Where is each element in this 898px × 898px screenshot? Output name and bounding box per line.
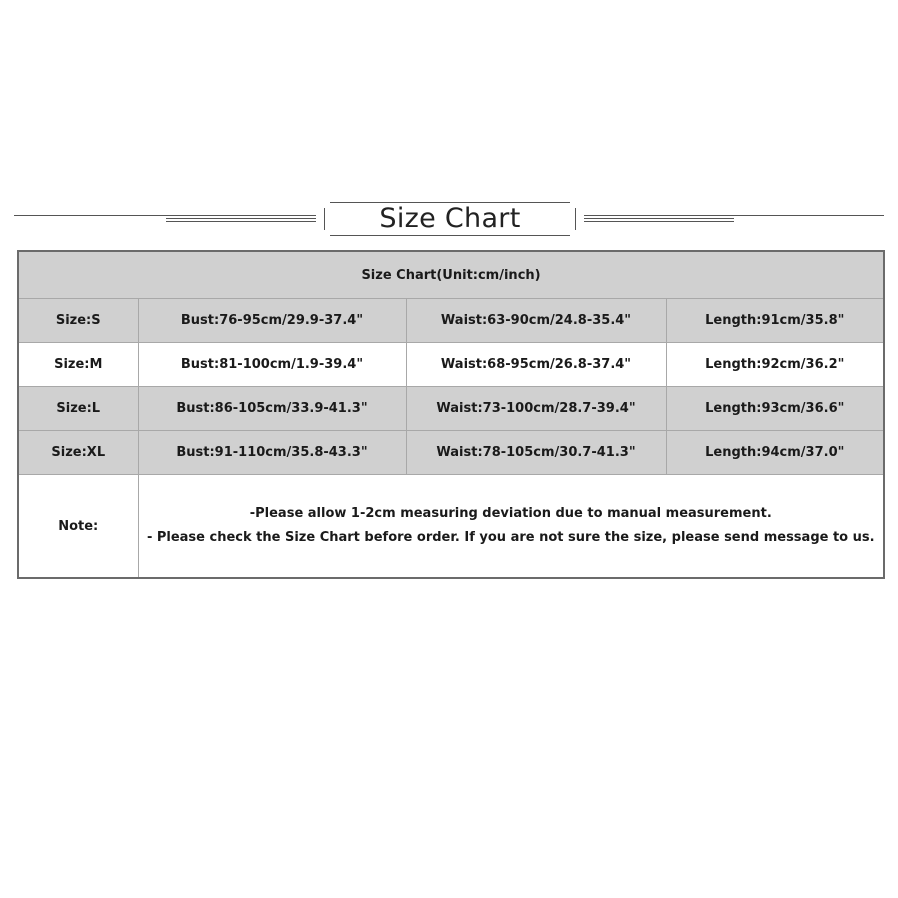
table-row <box>18 343 884 387</box>
size-cell: Size:XL <box>18 431 138 475</box>
length-cell: Length:91cm/35.8" <box>666 299 884 343</box>
note-content <box>138 475 884 579</box>
length-cell: Length:92cm/36.2" <box>666 343 884 387</box>
title-box-corner-top-left <box>324 202 330 208</box>
size-chart-header <box>0 196 898 242</box>
bust-cell: Bust:91-110cm/35.8-43.3" <box>138 431 406 475</box>
title-box-corner-bottom-right <box>570 230 576 236</box>
length-cell: Length:93cm/36.6" <box>666 387 884 431</box>
table-row <box>18 431 884 475</box>
table-row <box>18 387 884 431</box>
note-row <box>18 475 884 579</box>
header-line-right-short-bottom <box>584 221 734 222</box>
size-cell: Size:L <box>18 387 138 431</box>
waist-cell: Waist:68-95cm/26.8-37.4" <box>406 343 666 387</box>
table-row <box>18 299 884 343</box>
header-line-left-short-bottom <box>166 221 316 222</box>
size-table <box>17 250 885 579</box>
title-box-corner-top-right <box>570 202 576 208</box>
header-line-left-long <box>14 215 316 216</box>
note-line: - Please check the Size Chart before order. If you are not sure the size, please send message to us. <box>146 530 875 545</box>
length-cell: Length:94cm/37.0" <box>666 431 884 475</box>
table-caption: Size Chart(Unit:cm/inch) <box>18 251 884 299</box>
size-cell: Size:S <box>18 299 138 343</box>
note-label: Note: <box>18 475 138 579</box>
header-line-left-short-top <box>166 218 316 219</box>
waist-cell: Waist:78-105cm/30.7-41.3" <box>406 431 666 475</box>
bust-cell: Bust:81-100cm/1.9-39.4" <box>138 343 406 387</box>
waist-cell: Waist:63-90cm/24.8-35.4" <box>406 299 666 343</box>
table-caption-row <box>18 251 884 299</box>
size-cell: Size:M <box>18 343 138 387</box>
title-box-corner-bottom-left <box>324 230 330 236</box>
page-title: Size Chart <box>379 203 521 234</box>
bust-cell: Bust:86-105cm/33.9-41.3" <box>138 387 406 431</box>
title-box <box>324 202 576 236</box>
waist-cell: Waist:73-100cm/28.7-39.4" <box>406 387 666 431</box>
header-line-right-long <box>584 215 884 216</box>
note-line: -Please allow 1-2cm measuring deviation due to manual measurement. <box>249 506 772 521</box>
header-line-right-short-top <box>584 218 734 219</box>
bust-cell: Bust:76-95cm/29.9-37.4" <box>138 299 406 343</box>
